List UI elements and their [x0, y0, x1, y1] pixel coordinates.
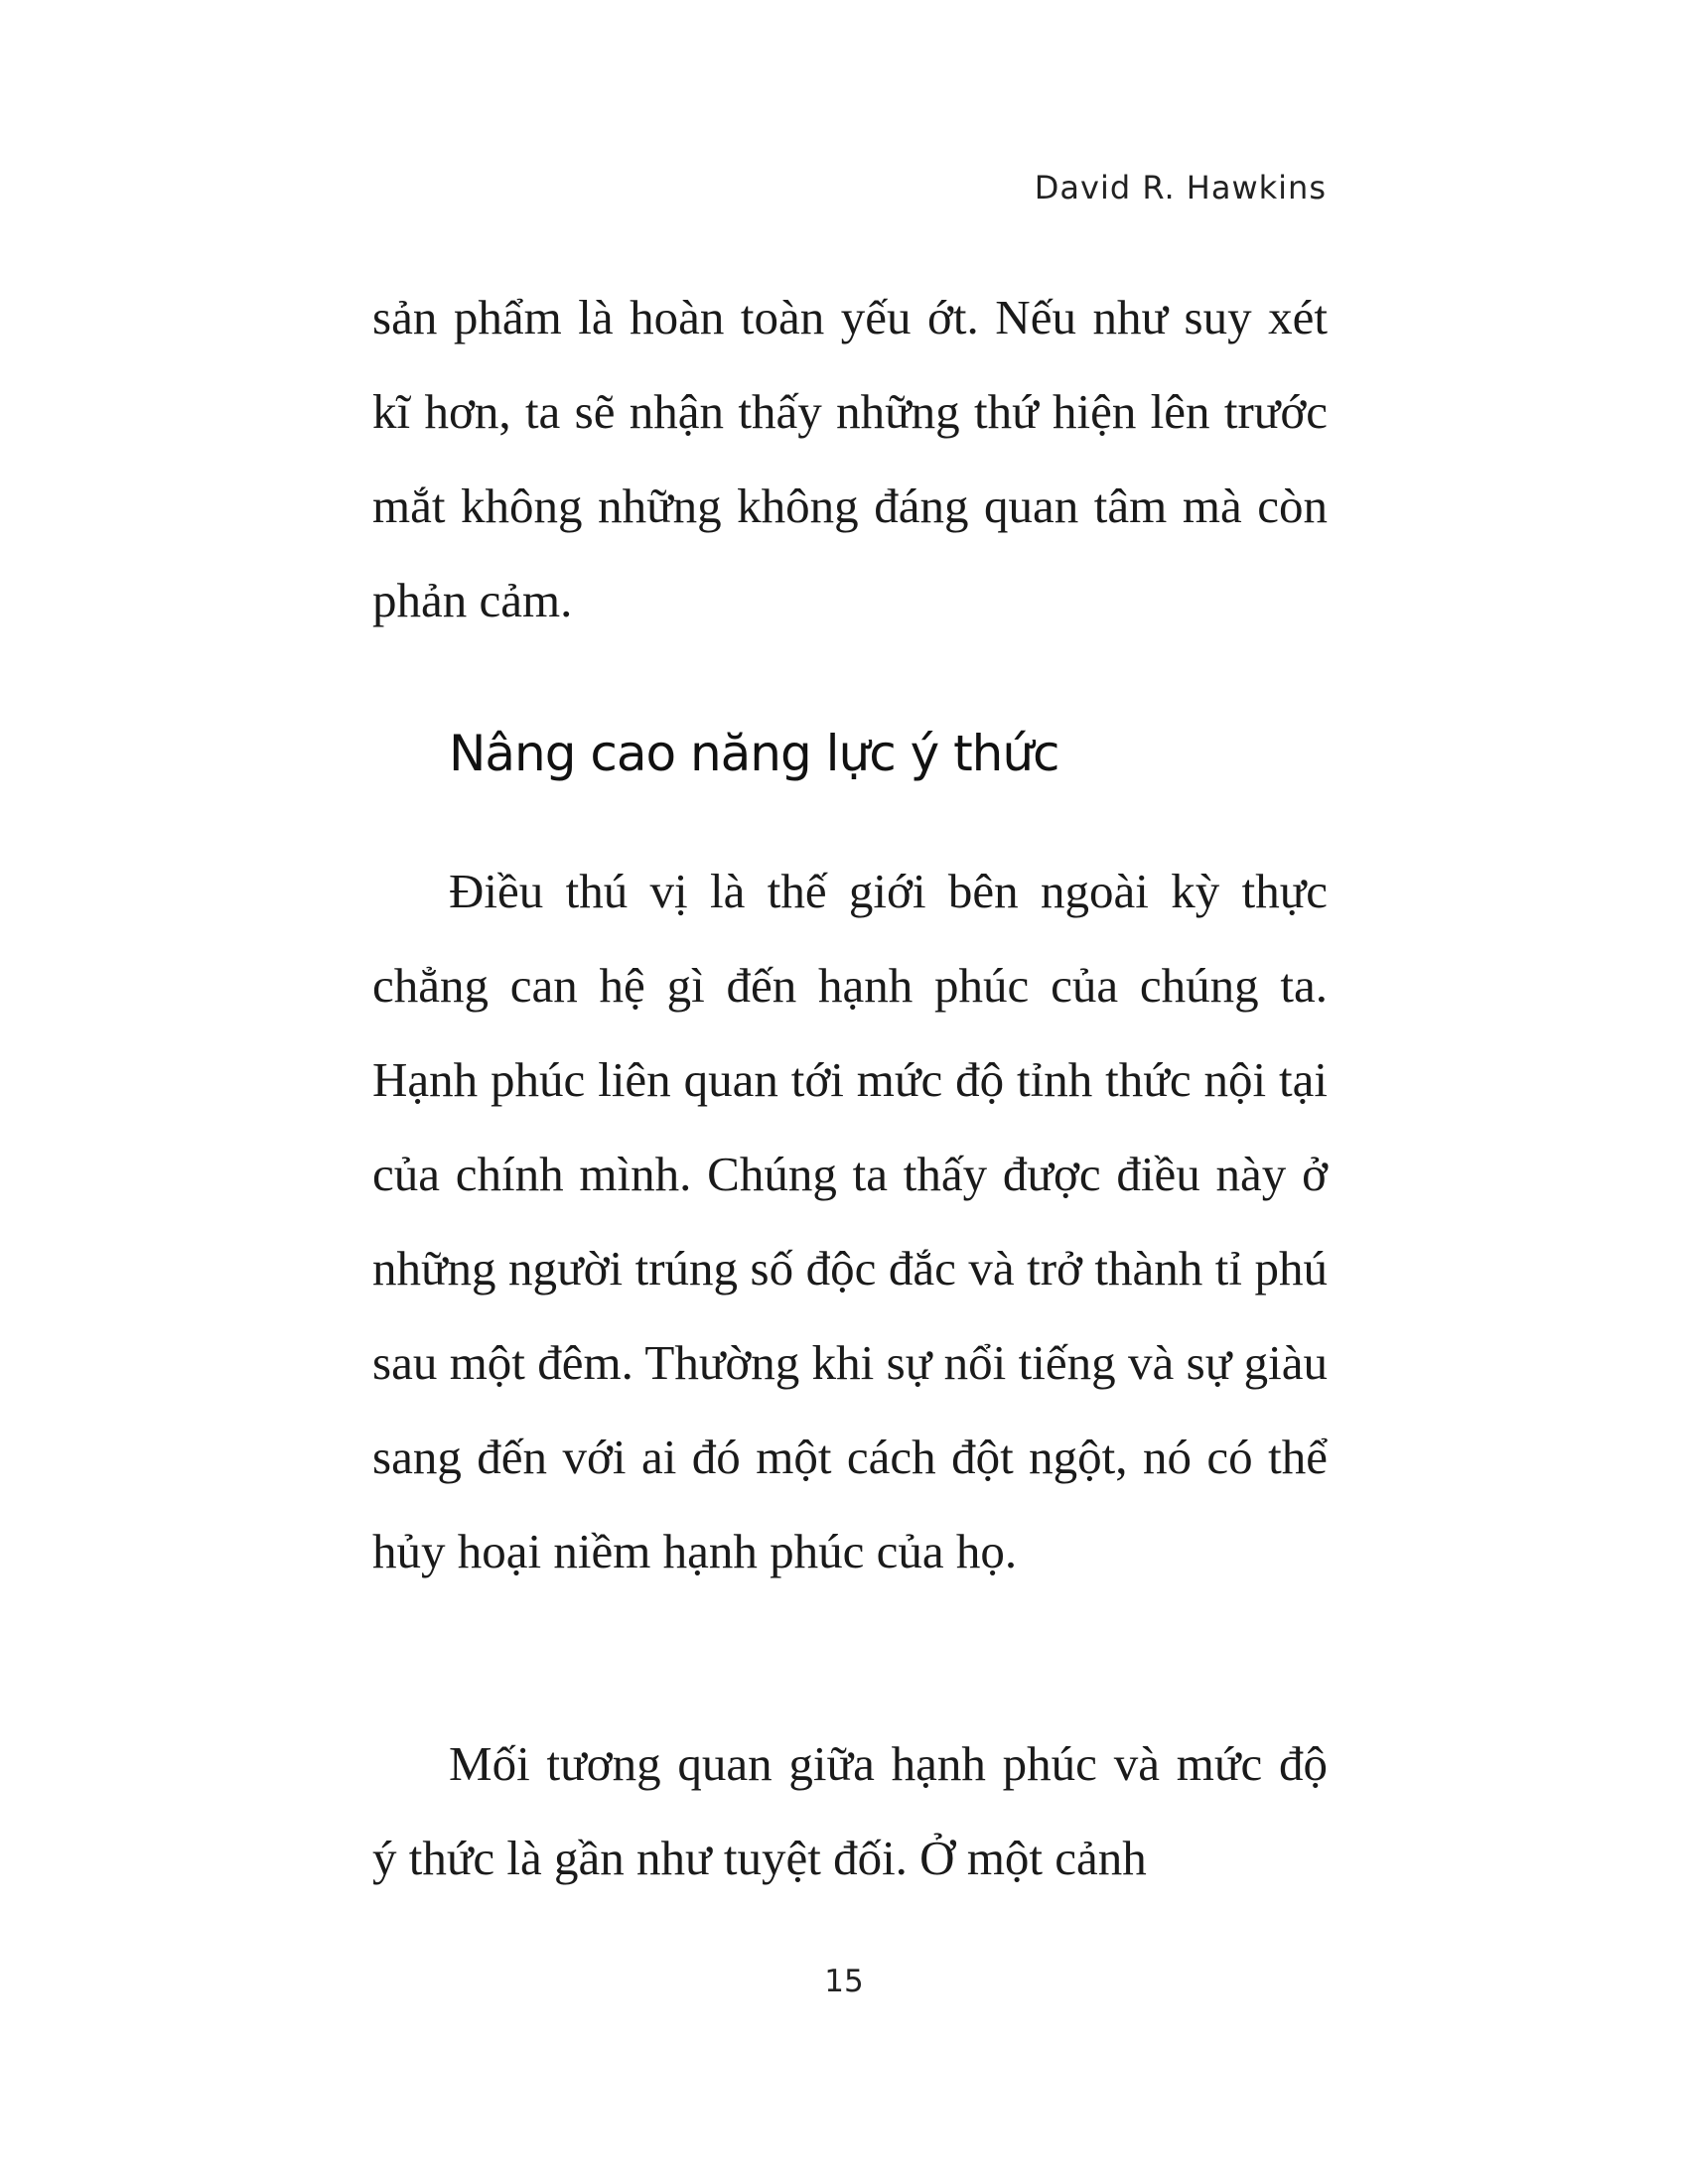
- text-block-next: [372, 1716, 1328, 1905]
- text-block-section: [372, 844, 1328, 1598]
- paragraph-2: Mối tương quan giữa hạnh phúc và mức độ ý thức là gần như tuyệt đối. Ở một cảnh: [372, 1736, 1328, 1885]
- continued-paragraph: sản phẩm là hoàn toàn yếu ớt. Nếu như suy xét kĩ hơn, ta sẽ nhận thấy những thứ hiện lên trước mắt không những không đáng quan tâm mà còn phản cảm.: [372, 290, 1328, 627]
- section-heading: Nâng cao năng lực ý thức: [449, 725, 1059, 782]
- text-block-continued: [372, 270, 1328, 647]
- running-head-author: David R. Hawkins: [1034, 169, 1327, 206]
- page-number: 15: [824, 1964, 864, 1999]
- paragraph-1: Điều thú vị là thế giới bên ngoài kỳ thực chẳng can hệ gì đến hạnh phúc của chúng ta. Hạnh phúc liên quan tới mức độ tỉnh thức nội tại của chính mình. Chúng ta thấy được điều này ở những người trúng số độc đắc và trở thành tỉ phú sau một đêm. Thường khi sự nổi tiếng và sự giàu sang đến với ai đó một cách đột ngột, nó có thể hủy hoại niềm hạnh phúc của họ.: [372, 864, 1328, 1578]
